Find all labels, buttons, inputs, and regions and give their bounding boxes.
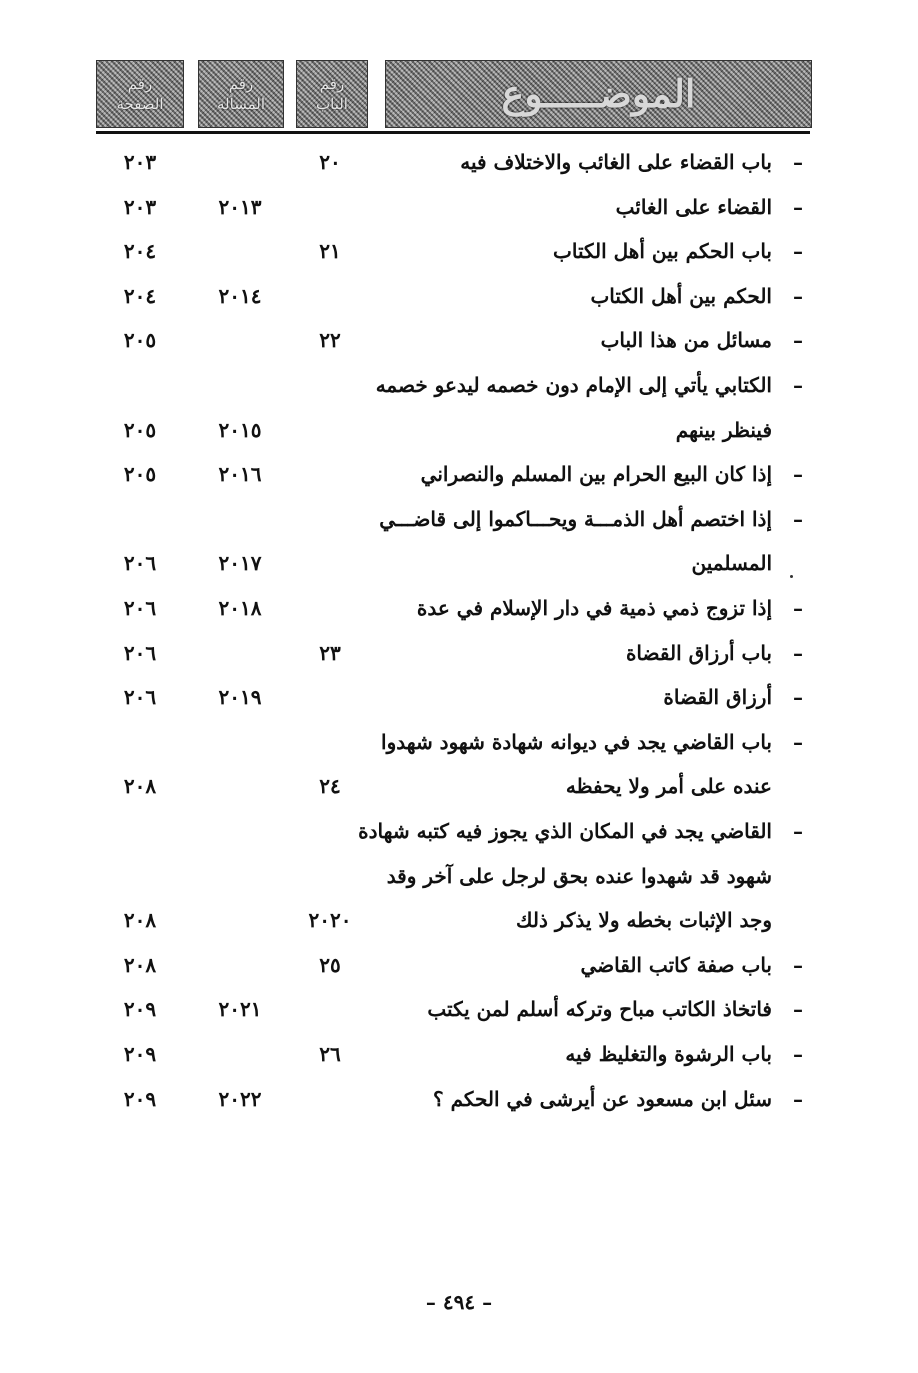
toc-page-number: ٢٠٩ bbox=[123, 1086, 157, 1111]
toc-row bbox=[0, 410, 918, 454]
toc-dash: – bbox=[793, 729, 803, 754]
toc-chapter-number: ٢٣ bbox=[319, 640, 341, 665]
toc-page-number: ٢٠٤ bbox=[123, 283, 157, 308]
toc-topic: باب صفة كاتب القاضي bbox=[580, 952, 772, 977]
toc-topic: إذا اختصم أهل الذمـــة ويحـــاكموا إلى قاضـــي bbox=[379, 506, 772, 531]
toc-dash: – bbox=[793, 239, 803, 264]
toc-dash: – bbox=[793, 328, 803, 353]
header-question-number: رقم المسألة bbox=[198, 60, 284, 128]
toc-page-number: ٢٠٣ bbox=[123, 194, 157, 219]
toc-row bbox=[0, 677, 918, 721]
toc-chapter-number: ٢٦ bbox=[319, 1042, 341, 1066]
toc-topic: القاضي يجد في المكان الذي يجوز فيه كتبه شهادة bbox=[358, 819, 772, 843]
toc-question-number: ٢٠١٥ bbox=[218, 417, 262, 442]
toc-row bbox=[0, 1034, 918, 1078]
header-page-number: رقم الصفحة bbox=[96, 60, 184, 128]
toc-topic: باب الرشوة والتغليظ فيه bbox=[565, 1042, 772, 1066]
toc-chapter-number: ٢٠ bbox=[319, 150, 341, 174]
toc-page-number: ٢٠٨ bbox=[123, 908, 157, 933]
toc-row bbox=[0, 856, 918, 900]
toc-question-number: ٢٠١٨ bbox=[218, 596, 262, 620]
toc-dash: – bbox=[793, 1042, 803, 1066]
toc-topic: مسائل من هذا الباب bbox=[600, 328, 772, 353]
toc-chapter-number: ٢٠٢٠ bbox=[308, 908, 352, 933]
toc-topic: فينظر بينهم bbox=[675, 417, 772, 442]
toc-dash: – bbox=[793, 150, 803, 174]
toc-dash: – bbox=[793, 596, 803, 620]
toc-topic: باب الحكم بين أهل الكتاب bbox=[553, 239, 772, 264]
toc-page-number: ٢٠٥ bbox=[123, 417, 157, 442]
toc-row bbox=[0, 276, 918, 320]
toc-dash: – bbox=[793, 283, 803, 308]
toc-row bbox=[0, 588, 918, 632]
toc-row bbox=[0, 365, 918, 409]
toc-chapter-number: ٢١ bbox=[319, 239, 341, 264]
toc-topic: عنده على أمر ولا يحفظه bbox=[565, 774, 772, 799]
toc-page-number: ٢٠٣ bbox=[123, 150, 157, 174]
toc-page-number: ٢٠٨ bbox=[123, 774, 157, 799]
scan-speck bbox=[790, 575, 793, 578]
toc-page-number: ٢٠٦ bbox=[123, 640, 157, 665]
toc-topic: المسلمين bbox=[691, 551, 772, 576]
toc-question-number: ٢٠٢٢ bbox=[218, 1086, 262, 1111]
toc-row bbox=[0, 945, 918, 989]
toc-row bbox=[0, 142, 918, 186]
toc-question-number: ٢٠١٧ bbox=[218, 551, 262, 576]
toc-topic: وجد الإثبات بخطه ولا يذكر ذلك bbox=[516, 908, 772, 933]
toc-page-number: ٢٠٥ bbox=[123, 328, 157, 353]
toc-page-number: ٢٠٦ bbox=[123, 685, 157, 710]
toc-topic: شهود قد شهدوا عنده بحق لرجل على آخر وقد bbox=[386, 863, 772, 888]
toc-row bbox=[0, 1079, 918, 1123]
toc-dash: – bbox=[793, 997, 803, 1022]
header-topic: الموضـــــوع bbox=[385, 60, 812, 128]
toc-chapter-number: ٢٥ bbox=[319, 952, 341, 977]
toc-page-number: ٢٠٥ bbox=[123, 462, 157, 487]
toc-question-number: ٢٠١٩ bbox=[218, 685, 262, 710]
toc-topic: الحكم بين أهل الكتاب bbox=[590, 283, 772, 308]
toc-row bbox=[0, 543, 918, 587]
header-divider bbox=[96, 131, 810, 134]
toc-page-number: ٢٠٩ bbox=[123, 1042, 157, 1066]
toc-topic: إذا كان البيع الحرام بين المسلم والنصراني bbox=[420, 462, 772, 487]
toc-row bbox=[0, 454, 918, 498]
page-number: – ٤٩٤ – bbox=[425, 1290, 493, 1314]
toc-page-number: ٢٠٦ bbox=[123, 551, 157, 576]
toc-row bbox=[0, 722, 918, 766]
toc-topic: القضاء على الغائب bbox=[615, 194, 772, 219]
toc-topic: أرزاق القضاة bbox=[663, 685, 772, 710]
toc-dash: – bbox=[793, 506, 803, 531]
toc-dash: – bbox=[793, 685, 803, 710]
toc-row bbox=[0, 900, 918, 944]
toc-dash: – bbox=[793, 373, 803, 397]
toc-topic: باب القضاء على الغائب والاختلاف فيه bbox=[460, 150, 772, 174]
toc-question-number: ٢٠١٦ bbox=[218, 462, 262, 487]
toc-row bbox=[0, 231, 918, 275]
toc-question-number: ٢٠٢١ bbox=[218, 997, 262, 1022]
toc-chapter-number: ٢٤ bbox=[319, 774, 341, 799]
toc-dash: – bbox=[793, 952, 803, 977]
toc-row bbox=[0, 766, 918, 810]
toc-page-number: ٢٠٩ bbox=[123, 997, 157, 1022]
toc-question-number: ٢٠١٤ bbox=[218, 283, 262, 308]
toc-row bbox=[0, 989, 918, 1033]
toc-topic: الكتابي يأتي إلى الإمام دون خصمه ليدعو خصمه bbox=[375, 373, 772, 397]
toc-dash: – bbox=[793, 462, 803, 487]
toc-topic: سئل ابن مسعود عن أيرشى في الحكم ؟ bbox=[433, 1086, 772, 1111]
toc-row bbox=[0, 633, 918, 677]
toc-question-number: ٢٠١٣ bbox=[218, 194, 262, 219]
header-chapter-number: رقم الباب bbox=[296, 60, 368, 128]
toc-row bbox=[0, 811, 918, 855]
toc-row bbox=[0, 187, 918, 231]
toc-topic: باب أرزاق القضاة bbox=[625, 640, 772, 665]
toc-page-number: ٢٠٨ bbox=[123, 952, 157, 977]
toc-row bbox=[0, 320, 918, 364]
toc-dash: – bbox=[793, 640, 803, 665]
toc-topic: إذا تزوج ذمي ذمية في دار الإسلام في عدة bbox=[416, 596, 772, 620]
toc-topic: فاتخاذ الكاتب مباح وتركه أسلم لمن يكتب bbox=[427, 997, 772, 1022]
toc-topic: باب القاضي يجد في ديوانه شهادة شهود شهدوا bbox=[381, 729, 772, 754]
toc-page-number: ٢٠٤ bbox=[123, 239, 157, 264]
toc-dash: – bbox=[793, 819, 803, 843]
toc-dash: – bbox=[793, 1086, 803, 1111]
toc-page-number: ٢٠٦ bbox=[123, 596, 157, 620]
toc-dash: – bbox=[793, 194, 803, 219]
toc-row bbox=[0, 499, 918, 543]
toc-chapter-number: ٢٢ bbox=[319, 328, 341, 353]
